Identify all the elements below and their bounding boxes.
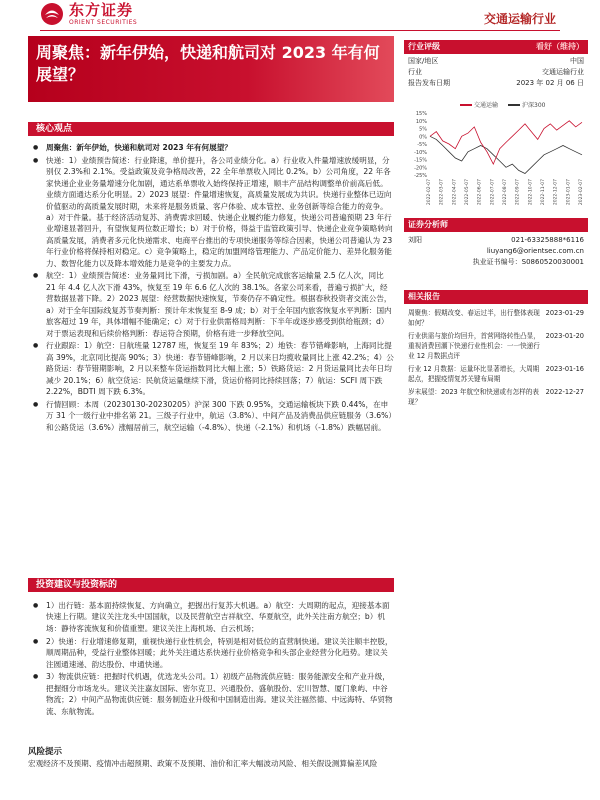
rating-heading	[404, 40, 588, 54]
related-title[interactable]: 周聚焦：假期改变、春运过半，出行整体表现如何？	[408, 309, 540, 327]
core-point-text: 行业跟踪：1）航空：日航班量 12787 班，恢复至 19 年 83%；2）地铁：春节错峰影响，上海同比提高 39%，北京同比提高 90%；3）快递：春节错峰影响，2 月以来日均揽收量同比上涨 42.2%；4）公路货运：春节错期影响，2 月以来整车货运指数同比大幅上涨；5）铁路货运：2 月货运量同比去年日均减少 20.1%；6）航空货运：民航货运量继续下滑，货运价格同比持续回落；7）航运：SCFI 周下跌 2.22%，BDTI 周下跌 6.3%。	[46, 341, 394, 397]
related-reports	[404, 290, 588, 407]
brand-name-en: ORIENT SECURITIES	[69, 18, 138, 26]
legend-item	[508, 100, 545, 109]
related-item[interactable]	[408, 364, 584, 384]
analyst-row	[408, 246, 584, 257]
core-point	[28, 142, 394, 153]
related-date: 2022-12-27	[545, 388, 584, 396]
legend-swatch	[460, 104, 472, 106]
x-tick-label: 2022-06-07	[477, 179, 483, 206]
rating-row	[408, 78, 584, 89]
analyst-row	[408, 257, 584, 268]
risk-text: 宏观经济不及预期、疫情冲击超预期、政策不及预期、油价和汇率大幅波动风险、相关假设测算偏差风险	[28, 759, 378, 768]
y-tick-label: 10%	[415, 118, 427, 125]
analyst-cert: 执业证书编号：S0860520030001	[472, 258, 584, 266]
page-header	[0, 0, 600, 30]
legend-label: 沪深300	[522, 102, 546, 109]
analyst-phone: 021-63325888*6116	[511, 236, 584, 244]
core-point-text: 航空：1）业绩预告简述：业务量同比下滑，亏损加剧。a）全民航完成旅客运输量 2.5 亿人次，同比 21 年 4.4 亿人次下滑 43%，恢复至 19 年 6.6 亿人次的 38.1%。各家公司来看，普遍亏损扩大，经营数据显著下降。2）2023 展望：经营数据快速恢复，节奏仍存不确定性。根据春秋投资者交流公告，a）对于全年国际线复苏节奏判断：预计年末恢复至 8-9 成；b）对于全年国内旅客恢复水平判断：国内旅客超过 19 年，具体增幅不能确定；c）对于行业供需格局判断：下半年或逐步感受到供给瓶颈；d）对于票运表现和后续价格判断：春运符合预期，价格有进一步释放空间。	[46, 271, 392, 338]
brand-name-cn: 东方证券	[69, 0, 134, 19]
rating-key: 国家/地区	[408, 57, 439, 65]
y-tick-label: -25%	[414, 173, 427, 179]
analyst-email[interactable]: liuyang6@orientsec.com.cn	[486, 247, 584, 255]
x-tick-label: 2022-12-07	[553, 179, 559, 206]
invest-heading	[28, 578, 394, 592]
related-item[interactable]	[408, 387, 584, 407]
y-tick-label: -5%	[417, 142, 427, 148]
rating-row	[408, 56, 584, 67]
x-tick-label: 2022-05-07	[465, 179, 470, 206]
orient-logo-icon	[40, 2, 64, 26]
core-point-text: 周聚焦：新年伊始，快递和航司对 2023 年有何展望？	[46, 143, 232, 152]
core-views	[28, 142, 394, 435]
core-heading	[28, 122, 394, 136]
invest-point	[28, 671, 394, 717]
x-tick-label: 2022-03-07	[439, 179, 445, 206]
rating-val: 中国	[570, 57, 584, 65]
y-tick-label: -15%	[414, 157, 427, 164]
x-tick-label: 2022-04-07	[452, 179, 458, 206]
x-tick-label: 2022-08-07	[503, 179, 508, 206]
rating-panel	[404, 40, 588, 89]
analyst-panel	[404, 218, 588, 268]
rating-val: 交通运输行业	[542, 68, 584, 76]
invest-heading-label: 投资建议与投资标的	[36, 580, 118, 590]
rating-key: 行业	[408, 68, 422, 76]
core-point	[28, 270, 394, 338]
invest-section	[28, 600, 394, 719]
related-title[interactable]: 行业供需与旅价均回升，首营网络转性凸显，重视消费回潮下快递行业性机会：一一快递行业 12 月数据点评	[408, 332, 540, 360]
title-banner	[28, 36, 394, 102]
legend-swatch	[508, 104, 520, 106]
header-divider	[40, 30, 560, 31]
analyst-heading-label: 证券分析师	[408, 220, 448, 229]
related-item[interactable]	[408, 308, 584, 328]
series-line-transport	[430, 121, 582, 164]
industry-label: 交通运输行业	[483, 12, 556, 26]
analyst-name: 刘阳	[408, 236, 422, 244]
chart-legend	[404, 100, 588, 109]
y-tick-label: 15%	[415, 111, 427, 117]
analyst-row	[408, 235, 584, 246]
analyst-heading	[404, 218, 588, 232]
x-tick-label: 2022-10-07	[528, 179, 534, 206]
core-point	[28, 155, 394, 269]
related-date: 2023-01-20	[545, 332, 584, 340]
core-point-text: 行情回顾：本周（20230130-20230205）沪深 300 下跌 0.95%，交通运输板块下跌 0.44%，在申万 31 个一级行业中排名第 21。三级子行业中，航运（3.8%）、中间产品及消费品供应链服务（3.6%）和公路货运（3.6%）涨幅居前三，航空运输（-4.8%）、快递（-2.1%）和机场（-1.8%）跌幅居前。	[46, 399, 393, 432]
report-title: 周聚焦：新年伊始，快递和航司对 2023 年有何展望？	[36, 43, 380, 84]
core-point	[28, 340, 394, 397]
rating-val: 2023 年 02 月 06 日	[516, 79, 584, 87]
x-tick-label: 2022-09-07	[515, 179, 521, 206]
related-date: 2023-01-29	[545, 309, 584, 317]
y-tick-label: 5%	[419, 126, 427, 133]
rating-key: 报告发布日期	[408, 79, 450, 87]
invest-point-text: 3）物流供应链：把握时代机遇，优选龙头公司。1）初级产品物流供应链：服务能源安全和产业升级，把握细分市场龙头。建议关注嘉友国际、密尔克卫、兴通股份、盛航股份、宏川智慧、厦门象屿、中谷物流；2）中间产品物流供应链：服务制造业升级和中国制造出海。建议关注福然德、中远海特、华贸物流、东航物流。	[46, 672, 393, 716]
y-tick-label: -10%	[414, 149, 427, 156]
y-tick-label: 0%	[419, 134, 427, 141]
invest-point-text: 1）出行链：基本面持续恢复、方向确立，把握出行复苏大机遇。a）航空：大周期的起点，迎接基本面快速上行期。建议关注龙头中国国航，以及民营航空吉祥航空、华夏航空，此外关注南方航空；b）机场：静待客流恢复和价值重塑。建议关注上海机场、白云机场；	[46, 601, 390, 633]
legend-label: 交通运输	[474, 102, 499, 109]
core-point-text: 快递：1）业绩预告简述：行业降速，单价提升，各公司业绩分化。a）行业收入件量增速放缓明显，分别仅 2.3%和 2.1%。受益政策及竞争格局改善，22 全年单票收入同比 0.2%。b）公司角度，22 年各家快递企业业务量增速分化加剧，通达系单票收入始终保持正增速，顺丰产品结构调整单价前高后低。业绩方面通达系分化明显。2）2023 展望：件量增速恢复，高质量发展成为共识。快递行业整体已迈向价值驱动的高质量发展时期，未来将是服务质量、客户体验、成本管控、业务创新等综合能力的竞争。a）对于件量。基于经济活动复苏、消费需求回暖、快递企业履约能力修复，快递公司普遍预期 23 年行业增速显著回升，有望恢复两位数正增长；b）对于价格，得益于监管政策引导、快递企业竞争策略转向高质量发展，消费者多元化快递需求、电商平台推出的专项快递服务等综合因素，快递公司普遍认为 23 年行业价格将保持相对稳定。c）竞争策略上，稳定的加盟网络管理能力、产品定价能力、差异化服务能力、数智化能力以及降本增效能力是竞争的主要发力点。	[46, 155, 393, 268]
risk-title: 风险提示	[28, 747, 63, 757]
related-date: 2023-01-16	[545, 365, 584, 373]
invest-point-text: 2）快递：行业增速修复期，重视快递行业性机会，特别是相对低位的直营制快递。建议关注顺丰控股，顺周期品种，受益行业整体回暖；此外关注通达系快递行业价格竞争和头部企业经营分化趋势。建议关注圆通速递、韵达股份、申通快递。	[46, 636, 393, 669]
related-heading	[404, 290, 588, 304]
core-heading-label: 核心观点	[36, 124, 73, 134]
x-tick-label: 2022-11-07	[541, 179, 546, 206]
x-tick-label: 2023-01-07	[566, 179, 572, 206]
rating-row	[408, 67, 584, 78]
rating-heading-label: 行业评级	[408, 42, 440, 51]
related-title[interactable]: 行业 12 月数据：运量环比显著增长，大周期起点，把握疫情复苏关键布局期	[408, 365, 540, 383]
brand-logo	[40, 2, 137, 26]
rating-value: 看好（维持）	[536, 42, 584, 51]
x-tick-label: 2022-02-07	[427, 179, 432, 206]
invest-point	[28, 636, 394, 670]
invest-point	[28, 600, 394, 634]
core-point	[28, 399, 394, 433]
price-chart	[404, 98, 588, 210]
y-tick-label: -20%	[414, 165, 427, 172]
related-heading-label: 相关报告	[408, 292, 440, 301]
related-title[interactable]: 岁末展望：2023 年航空和快递或有怎样的表现？	[408, 388, 539, 406]
x-tick-label: 2023-02-07	[579, 179, 584, 206]
related-item[interactable]	[408, 331, 584, 361]
legend-item	[460, 100, 498, 109]
chart-canvas	[404, 109, 588, 209]
x-tick-label: 2022-07-07	[490, 179, 496, 206]
